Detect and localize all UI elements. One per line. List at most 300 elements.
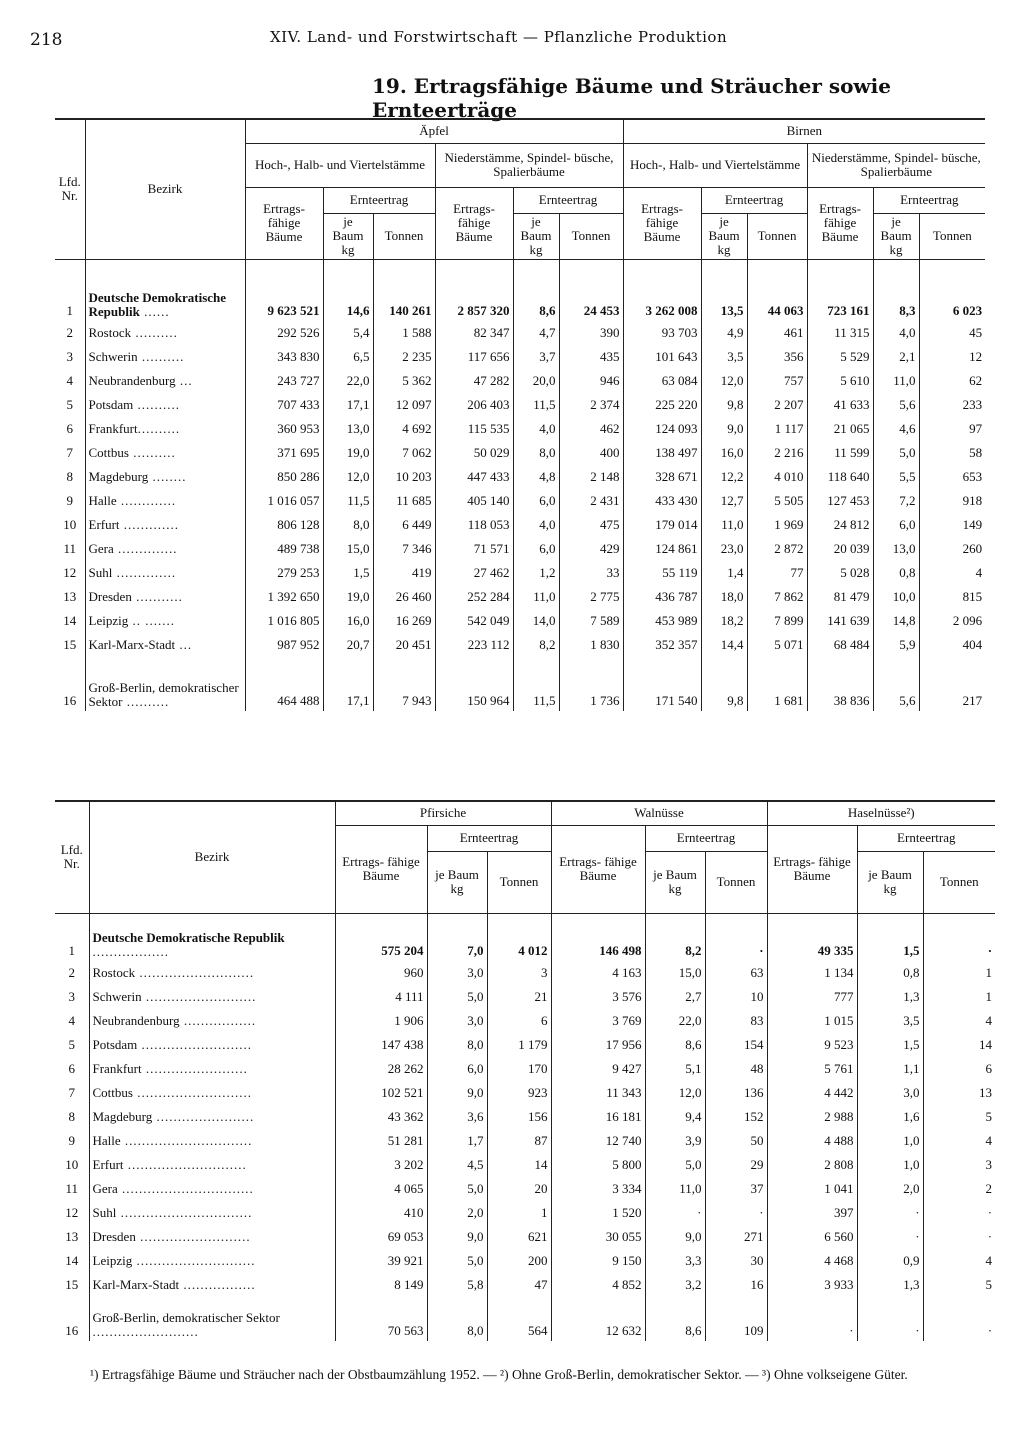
- data-cell: 200: [487, 1249, 551, 1273]
- data-cell: 6,0: [513, 537, 559, 561]
- header-yield: Ernteertrag: [513, 187, 623, 213]
- data-cell: 171 540: [623, 657, 701, 711]
- header-trees: Ertrags- fähige Bäume: [623, 187, 701, 259]
- spacer-cell: [427, 913, 487, 925]
- data-cell: 233: [919, 393, 985, 417]
- header-subgroup: Niederstämme, Spindel- büsche, Spalierbäume: [807, 143, 985, 187]
- data-cell: 12,7: [701, 489, 747, 513]
- bezirk-label: Leipzig: [92, 1253, 133, 1268]
- data-cell: 1,5: [323, 561, 373, 585]
- data-cell: 5,0: [645, 1153, 705, 1177]
- table-peaches-walnuts-hazelnuts: [55, 800, 995, 1341]
- data-cell: 356: [747, 345, 807, 369]
- data-cell: 3,0: [427, 1009, 487, 1033]
- spacer-cell: [323, 259, 373, 267]
- data-cell: 3 262 008: [623, 267, 701, 321]
- data-cell: 4,0: [513, 513, 559, 537]
- table-row: [55, 1081, 995, 1105]
- header-tonnen: Tonnen: [747, 213, 807, 259]
- bezirk-name: [89, 1297, 335, 1341]
- bezirk-name: [85, 537, 245, 561]
- data-cell: 1 041: [767, 1177, 857, 1201]
- table-row: [55, 345, 985, 369]
- spacer-cell: [55, 259, 85, 267]
- header-lfd-nr: Lfd. Nr.: [55, 119, 85, 259]
- data-cell: 4,8: [513, 465, 559, 489]
- bezirk-name: [89, 1081, 335, 1105]
- leader-dots: ...........................: [135, 965, 255, 980]
- row-number: 9: [68, 1133, 75, 1148]
- data-cell: 39 921: [335, 1249, 427, 1273]
- bezirk-label: Karl-Marx-Stadt: [92, 1277, 180, 1292]
- data-cell: 4 692: [373, 417, 435, 441]
- data-cell: 117 656: [435, 345, 513, 369]
- leader-dots: .............: [119, 517, 180, 532]
- data-cell: 7 062: [373, 441, 435, 465]
- data-cell: 4,5: [427, 1153, 487, 1177]
- data-cell: 147 438: [335, 1033, 427, 1057]
- data-cell: 390: [559, 321, 623, 345]
- data-cell: 1,2: [513, 561, 559, 585]
- data-cell: 1,3: [857, 985, 923, 1009]
- data-cell: 4 010: [747, 465, 807, 489]
- data-cell: 9,0: [701, 417, 747, 441]
- data-cell: 16 269: [373, 609, 435, 633]
- data-cell: 23,0: [701, 537, 747, 561]
- data-cell: 6,0: [513, 489, 559, 513]
- data-cell: 475: [559, 513, 623, 537]
- row-number: 4: [66, 373, 73, 388]
- leader-dots: ..........: [128, 445, 176, 460]
- data-cell: 49 335: [767, 925, 857, 961]
- bezirk-name: [85, 657, 245, 711]
- row-number: 11: [65, 1181, 79, 1196]
- spacer-cell: [705, 913, 767, 925]
- data-cell: 3 769: [551, 1009, 645, 1033]
- data-cell: 14,8: [873, 609, 919, 633]
- data-cell: 5: [923, 1273, 995, 1297]
- data-cell: ·: [705, 925, 767, 961]
- row-number: 16: [65, 1323, 79, 1338]
- header-yield: Ernteertrag: [645, 825, 767, 851]
- bezirk-name: [89, 1057, 335, 1081]
- data-cell: 124 093: [623, 417, 701, 441]
- data-cell: 0,8: [873, 561, 919, 585]
- row-number: 5: [68, 1037, 75, 1052]
- spacer-cell: [373, 259, 435, 267]
- data-cell: 923: [487, 1081, 551, 1105]
- data-cell: 243 727: [245, 369, 323, 393]
- data-cell: 12 632: [551, 1297, 645, 1341]
- data-cell: 5,6: [873, 393, 919, 417]
- spacer-cell: [701, 259, 747, 267]
- table-row: [55, 1249, 995, 1273]
- leader-dots: ...: [175, 373, 193, 388]
- row-number: 7: [66, 445, 73, 460]
- header-yield: Ernteertrag: [873, 187, 985, 213]
- data-cell: 26 460: [373, 585, 435, 609]
- data-cell: 8,6: [645, 1033, 705, 1057]
- table-row: [55, 985, 995, 1009]
- leader-dots: ..........................: [135, 1229, 251, 1244]
- leader-dots: ..........: [137, 349, 185, 364]
- data-cell: 87: [487, 1129, 551, 1153]
- table-row: [55, 1201, 995, 1225]
- bezirk-name: [89, 1009, 335, 1033]
- leader-dots: .............: [116, 493, 177, 508]
- data-cell: 2 431: [559, 489, 623, 513]
- data-cell: 2 857 320: [435, 267, 513, 321]
- bezirk-name: [85, 465, 245, 489]
- data-cell: 6 023: [919, 267, 985, 321]
- data-cell: 352 357: [623, 633, 701, 657]
- table-row: [55, 1153, 995, 1177]
- data-cell: 16,0: [701, 441, 747, 465]
- table-row: [55, 321, 985, 345]
- data-cell: 7 899: [747, 609, 807, 633]
- data-cell: 707 433: [245, 393, 323, 417]
- row-number: 9: [66, 493, 73, 508]
- data-cell: 4 111: [335, 985, 427, 1009]
- data-cell: 55 119: [623, 561, 701, 585]
- data-cell: 11 599: [807, 441, 873, 465]
- spacer-cell: [513, 259, 559, 267]
- data-cell: 1: [923, 985, 995, 1009]
- table-row: [55, 1057, 995, 1081]
- row-number: 2: [66, 325, 73, 340]
- data-cell: 2 096: [919, 609, 985, 633]
- data-cell: 8,0: [427, 1297, 487, 1341]
- row-number: 16: [63, 693, 77, 708]
- data-cell: 9,8: [701, 657, 747, 711]
- header-per-tree: je Baum kg: [513, 213, 559, 259]
- data-cell: 206 403: [435, 393, 513, 417]
- data-cell: 2 374: [559, 393, 623, 417]
- header-group-walnuts: Walnüsse: [551, 801, 767, 825]
- header-per-tree: je Baum kg: [873, 213, 919, 259]
- data-cell: 4 468: [767, 1249, 857, 1273]
- data-cell: 2,0: [427, 1201, 487, 1225]
- data-cell: 15,0: [645, 961, 705, 985]
- data-cell: 1 016 057: [245, 489, 323, 513]
- table-apples-pears: [55, 118, 985, 711]
- data-cell: 2 808: [767, 1153, 857, 1177]
- data-cell: 447 433: [435, 465, 513, 489]
- table-row: [55, 465, 985, 489]
- data-cell: 575 204: [335, 925, 427, 961]
- data-cell: 4: [919, 561, 985, 585]
- data-cell: 4,6: [873, 417, 919, 441]
- data-cell: 3,6: [427, 1105, 487, 1129]
- data-cell: 850 286: [245, 465, 323, 489]
- data-cell: 1,4: [701, 561, 747, 585]
- data-cell: 102 521: [335, 1081, 427, 1105]
- bezirk-label: Gera: [92, 1181, 118, 1196]
- bezirk-label: Rostock: [88, 325, 132, 340]
- data-cell: 2,0: [857, 1177, 923, 1201]
- data-cell: 9 427: [551, 1057, 645, 1081]
- table-row: [55, 1033, 995, 1057]
- leader-dots: ..............................: [120, 1133, 253, 1148]
- data-cell: 7 346: [373, 537, 435, 561]
- leader-dots: ..........................: [141, 989, 257, 1004]
- data-cell: 225 220: [623, 393, 701, 417]
- bezirk-name: [89, 925, 335, 961]
- data-cell: 11 343: [551, 1081, 645, 1105]
- data-cell: 918: [919, 489, 985, 513]
- bezirk-label: Leipzig: [88, 613, 129, 628]
- table-row: [55, 369, 985, 393]
- bezirk-name: [85, 609, 245, 633]
- data-cell: 4: [923, 1129, 995, 1153]
- bezirk-name: [89, 1201, 335, 1225]
- data-cell: 48: [705, 1057, 767, 1081]
- header-bezirk: Bezirk: [89, 801, 335, 913]
- spacer-cell: [245, 259, 323, 267]
- bezirk-label: Potsdam: [92, 1037, 138, 1052]
- row-number: 8: [66, 469, 73, 484]
- data-cell: 7,2: [873, 489, 919, 513]
- spacer-cell: [747, 259, 807, 267]
- data-cell: 44 063: [747, 267, 807, 321]
- bezirk-name: [85, 321, 245, 345]
- header-tonnen: Tonnen: [559, 213, 623, 259]
- data-cell: 20 451: [373, 633, 435, 657]
- bezirk-name: [85, 417, 245, 441]
- row-number: 7: [68, 1085, 75, 1100]
- data-cell: 154: [705, 1033, 767, 1057]
- data-cell: 464 488: [245, 657, 323, 711]
- data-cell: 9,0: [427, 1225, 487, 1249]
- data-cell: 5 529: [807, 345, 873, 369]
- row-number: 4: [68, 1013, 75, 1028]
- spacer-cell: [551, 913, 645, 925]
- bezirk-label: Halle: [92, 1133, 121, 1148]
- data-cell: 3: [487, 961, 551, 985]
- spacer-cell: [335, 913, 427, 925]
- data-cell: 8,6: [645, 1297, 705, 1341]
- data-cell: 82 347: [435, 321, 513, 345]
- data-cell: 7,0: [427, 925, 487, 961]
- table-row: [55, 925, 995, 961]
- data-cell: 1 969: [747, 513, 807, 537]
- data-cell: 3,5: [701, 345, 747, 369]
- row-number: 6: [68, 1061, 75, 1076]
- data-cell: ·: [923, 1201, 995, 1225]
- data-cell: 3,7: [513, 345, 559, 369]
- table-row: [55, 1129, 995, 1153]
- data-cell: 5,6: [873, 657, 919, 711]
- data-cell: 43 362: [335, 1105, 427, 1129]
- header-tonnen: Tonnen: [373, 213, 435, 259]
- data-cell: 28 262: [335, 1057, 427, 1081]
- bezirk-name: [89, 1225, 335, 1249]
- spacer-cell: [857, 913, 923, 925]
- data-cell: 7 943: [373, 657, 435, 711]
- data-cell: 2 872: [747, 537, 807, 561]
- data-cell: 3,9: [645, 1129, 705, 1153]
- data-cell: 1 117: [747, 417, 807, 441]
- data-cell: 9,0: [427, 1081, 487, 1105]
- data-cell: 0,8: [857, 961, 923, 985]
- row-number: 10: [65, 1157, 79, 1172]
- data-cell: 4 852: [551, 1273, 645, 1297]
- data-cell: 343 830: [245, 345, 323, 369]
- table-row: [55, 561, 985, 585]
- row-number: 14: [63, 613, 77, 628]
- data-cell: 0,9: [857, 1249, 923, 1273]
- data-cell: 1,1: [857, 1057, 923, 1081]
- leader-dots: ........................: [141, 1061, 248, 1076]
- data-cell: 4: [923, 1249, 995, 1273]
- header-trees: Ertrags- fähige Bäume: [807, 187, 873, 259]
- table-row: [55, 1009, 995, 1033]
- data-cell: 5 362: [373, 369, 435, 393]
- leader-dots: ..................: [92, 944, 169, 959]
- bezirk-label: Suhl: [92, 1205, 117, 1220]
- bezirk-label: Rostock: [92, 965, 136, 980]
- table-title: 19. Ertragsfähige Bäume und Sträucher sowie Ernteerträge: [372, 74, 891, 122]
- leader-dots: ..........: [133, 397, 181, 412]
- data-cell: 22,0: [323, 369, 373, 393]
- data-cell: 21 065: [807, 417, 873, 441]
- data-cell: 27 462: [435, 561, 513, 585]
- data-cell: 10,0: [873, 585, 919, 609]
- table-row: [55, 1105, 995, 1129]
- bezirk-label: Groß-Berlin, demokratischer Sektor: [88, 680, 239, 709]
- data-cell: 757: [747, 369, 807, 393]
- data-cell: 10 203: [373, 465, 435, 489]
- data-cell: 2: [923, 1177, 995, 1201]
- bezirk-label: Frankfurt: [88, 421, 138, 436]
- leader-dots: ...: [175, 637, 193, 652]
- leader-dots: ........: [148, 469, 187, 484]
- data-cell: 45: [919, 321, 985, 345]
- data-cell: 7 862: [747, 585, 807, 609]
- bezirk-name: [89, 1153, 335, 1177]
- data-cell: 115 535: [435, 417, 513, 441]
- data-cell: 13,0: [873, 537, 919, 561]
- data-cell: 8,0: [323, 513, 373, 537]
- data-cell: 2 216: [747, 441, 807, 465]
- data-cell: 410: [335, 1201, 427, 1225]
- data-cell: ·: [645, 1201, 705, 1225]
- data-cell: 3,0: [427, 961, 487, 985]
- spacer-cell: [807, 259, 873, 267]
- data-cell: 400: [559, 441, 623, 465]
- data-cell: 360 953: [245, 417, 323, 441]
- data-cell: 5,0: [427, 985, 487, 1009]
- table-row: [55, 417, 985, 441]
- data-cell: ·: [923, 1225, 995, 1249]
- data-cell: 24 453: [559, 267, 623, 321]
- data-cell: 271: [705, 1225, 767, 1249]
- bezirk-name: [89, 1033, 335, 1057]
- data-cell: ·: [923, 1297, 995, 1341]
- row-number: 3: [66, 349, 73, 364]
- data-cell: 4 065: [335, 1177, 427, 1201]
- header-per-tree: je Baum kg: [857, 851, 923, 913]
- data-cell: 3 933: [767, 1273, 857, 1297]
- data-cell: 14,6: [323, 267, 373, 321]
- data-cell: 8,0: [427, 1033, 487, 1057]
- data-cell: 5,5: [873, 465, 919, 489]
- data-cell: 62: [919, 369, 985, 393]
- data-cell: 2 207: [747, 393, 807, 417]
- data-cell: 5,9: [873, 633, 919, 657]
- data-cell: ·: [767, 1297, 857, 1341]
- data-cell: 433 430: [623, 489, 701, 513]
- header-yield: Ernteertrag: [701, 187, 807, 213]
- data-cell: 179 014: [623, 513, 701, 537]
- data-cell: 11,0: [645, 1177, 705, 1201]
- data-cell: 5,0: [427, 1177, 487, 1201]
- table-row: [55, 441, 985, 465]
- spacer-cell: [435, 259, 513, 267]
- bezirk-name: [89, 1273, 335, 1297]
- data-cell: 12: [919, 345, 985, 369]
- data-cell: 461: [747, 321, 807, 345]
- data-cell: 24 812: [807, 513, 873, 537]
- table-row: [55, 489, 985, 513]
- data-cell: 5,0: [873, 441, 919, 465]
- data-cell: 8,2: [513, 633, 559, 657]
- data-cell: 29: [705, 1153, 767, 1177]
- data-cell: 1 179: [487, 1033, 551, 1057]
- leader-dots: .......................: [152, 1109, 255, 1124]
- data-cell: 1: [487, 1201, 551, 1225]
- header-subgroup: Hoch-, Halb- und Viertelstämme: [245, 143, 435, 187]
- header-subgroup: Hoch-, Halb- und Viertelstämme: [623, 143, 807, 187]
- data-cell: 63 084: [623, 369, 701, 393]
- header-trees: Ertrags- fähige Bäume: [245, 187, 323, 259]
- bezirk-name: [89, 985, 335, 1009]
- row-number: 6: [66, 421, 73, 436]
- data-cell: 156: [487, 1105, 551, 1129]
- data-cell: 69 053: [335, 1225, 427, 1249]
- data-cell: 14: [487, 1153, 551, 1177]
- data-cell: ·: [857, 1297, 923, 1341]
- data-cell: 6,0: [873, 513, 919, 537]
- header-group-hazelnuts: Haselnüsse²): [767, 801, 995, 825]
- table-row: [55, 1273, 995, 1297]
- table-row: [55, 609, 985, 633]
- data-cell: 453 989: [623, 609, 701, 633]
- data-cell: 564: [487, 1297, 551, 1341]
- data-cell: 260: [919, 537, 985, 561]
- data-cell: 21: [487, 985, 551, 1009]
- header-group-peaches: Pfirsiche: [335, 801, 551, 825]
- data-cell: 777: [767, 985, 857, 1009]
- data-cell: 30: [705, 1249, 767, 1273]
- bezirk-name: [89, 1249, 335, 1273]
- data-cell: 462: [559, 417, 623, 441]
- data-cell: 17,1: [323, 657, 373, 711]
- bezirk-label: Erfurt: [92, 1157, 124, 1172]
- data-cell: 5 505: [747, 489, 807, 513]
- bezirk-label: Potsdam: [88, 397, 134, 412]
- bezirk-label: Neubrandenburg: [92, 1013, 180, 1028]
- data-cell: 3,2: [645, 1273, 705, 1297]
- row-number: 1: [66, 303, 73, 318]
- data-cell: 9 623 521: [245, 267, 323, 321]
- data-cell: 3 576: [551, 985, 645, 1009]
- header-tonnen: Tonnen: [487, 851, 551, 913]
- data-cell: 12,0: [323, 465, 373, 489]
- data-cell: 50: [705, 1129, 767, 1153]
- row-number: 15: [63, 637, 77, 652]
- data-cell: 118 640: [807, 465, 873, 489]
